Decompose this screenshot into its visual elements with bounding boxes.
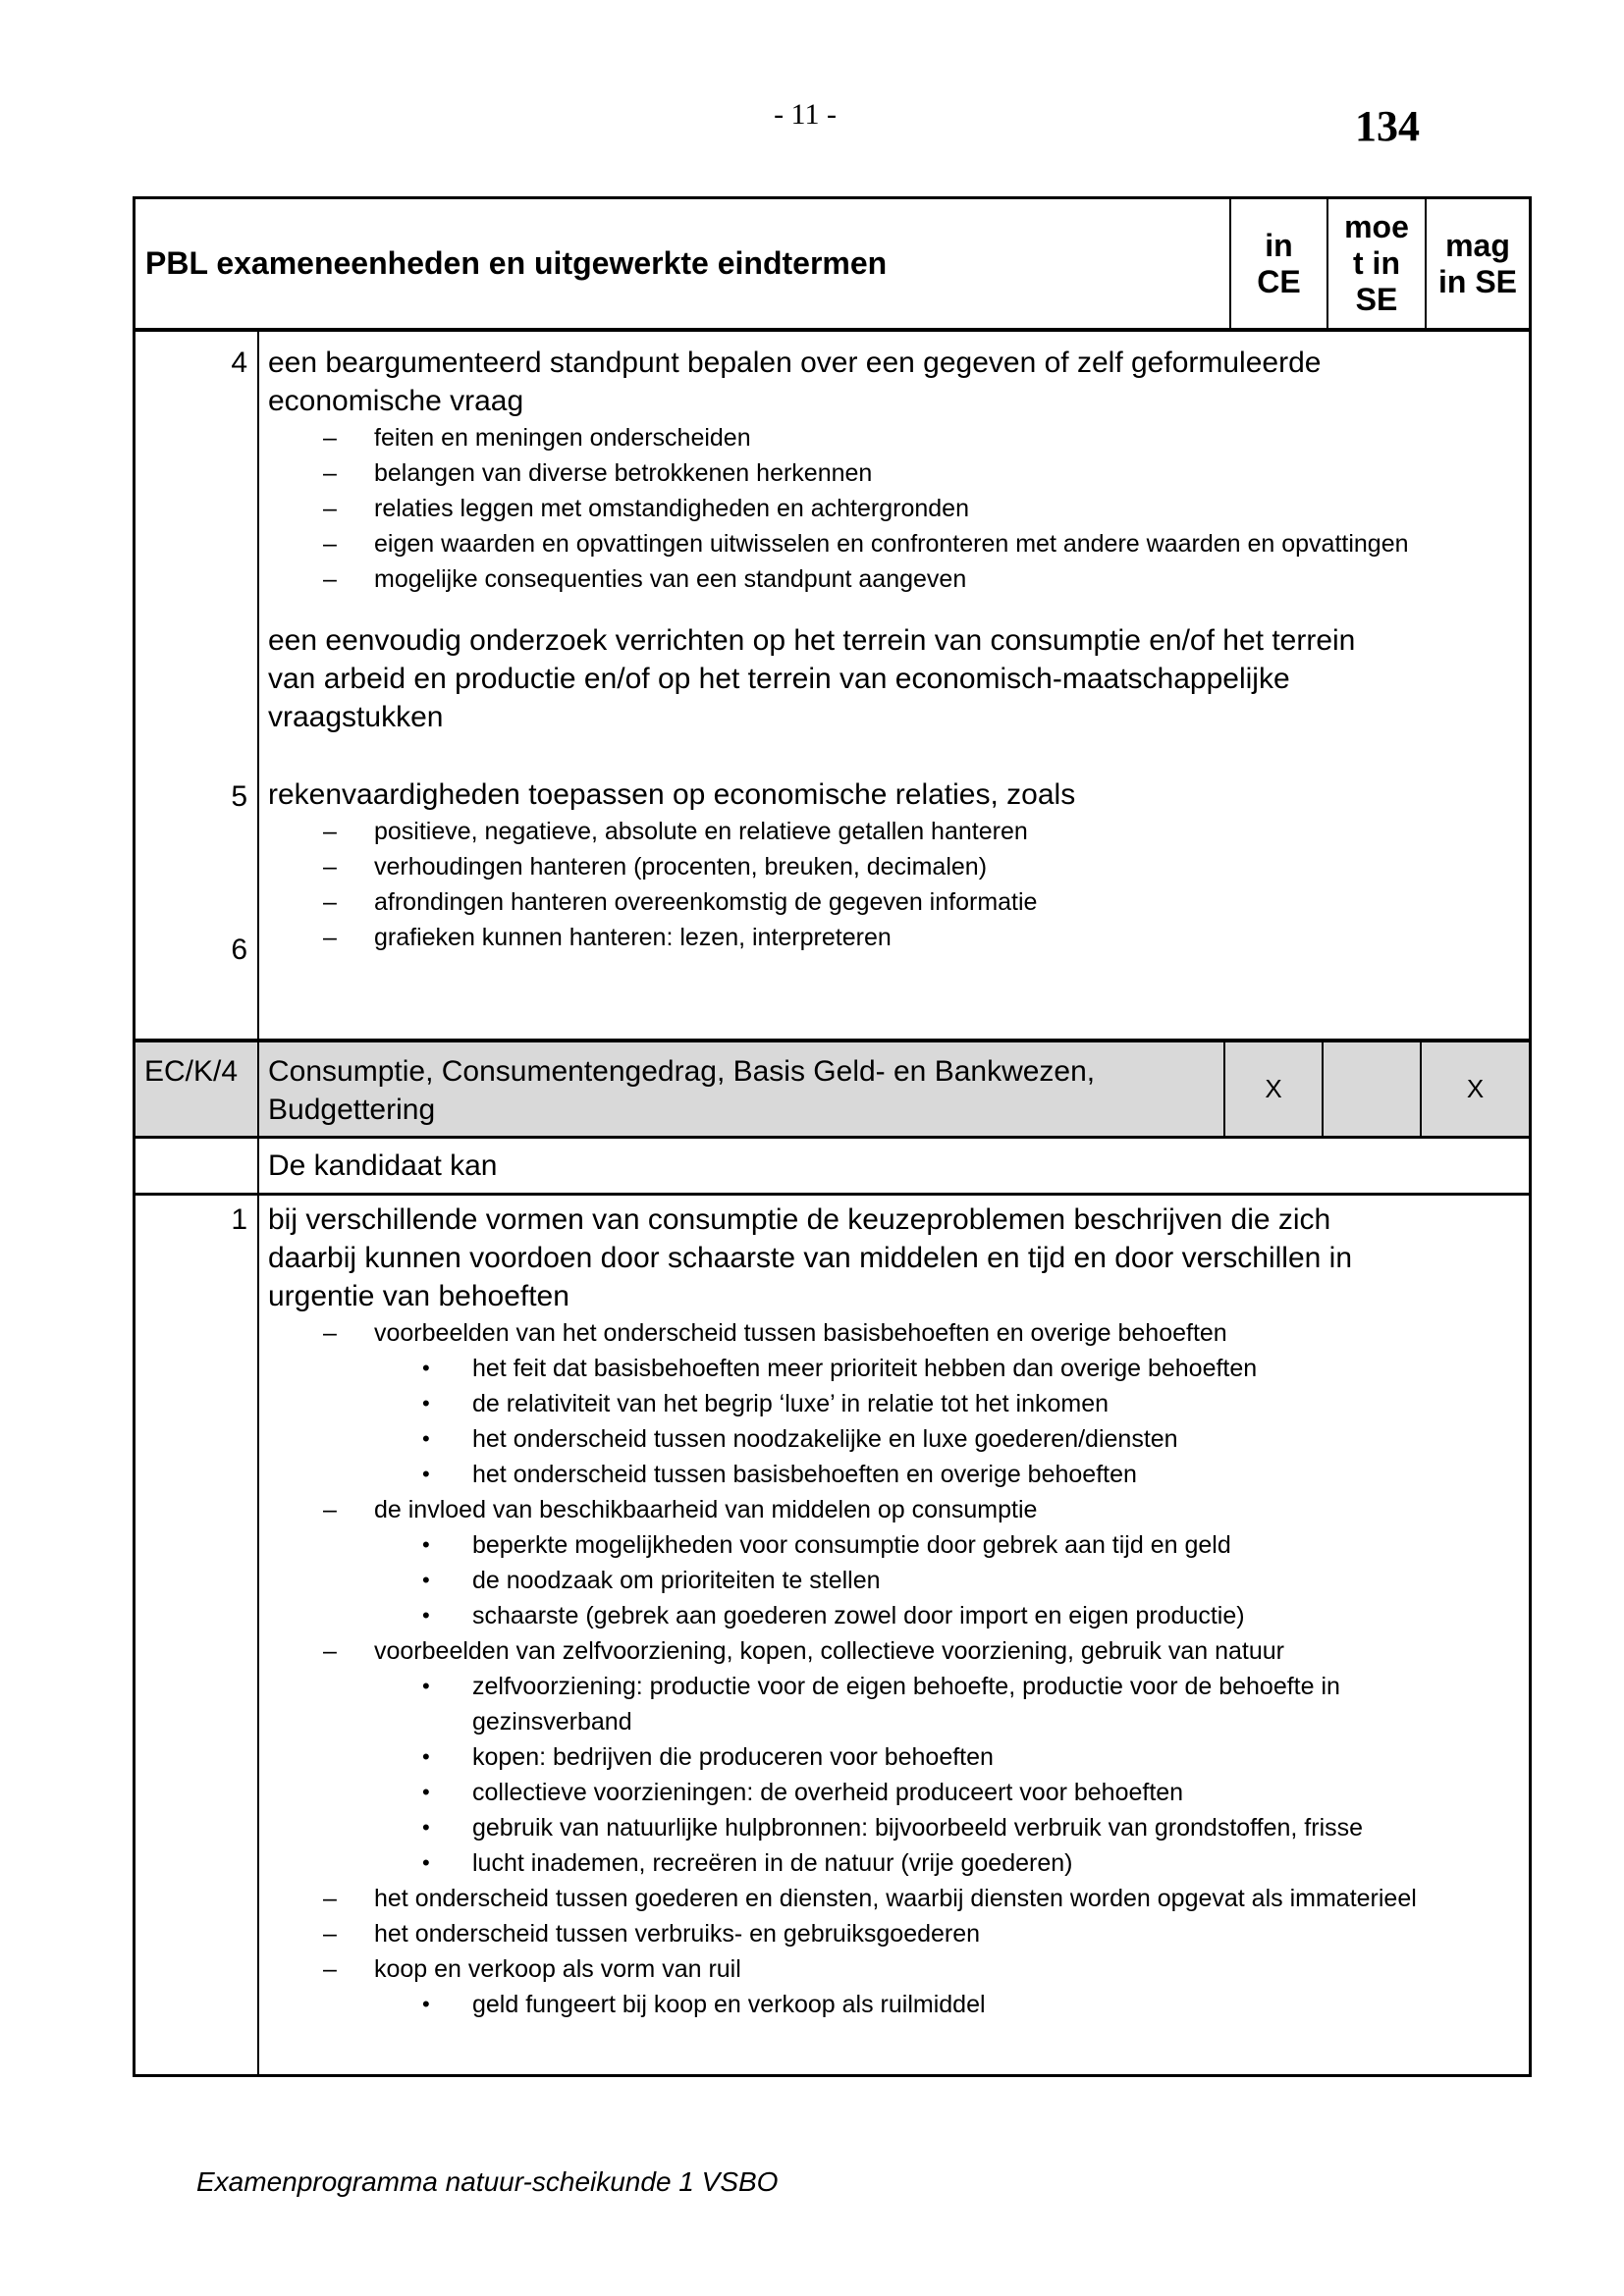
section-mag-in-se: X [1466,1074,1485,1103]
sub-item [268,1633,1521,1669]
bullet-text: lucht inademen, recreëren in de natuur (vrije goederen) [472,1849,1073,1877]
bullet-text: beperkte mogelijkheden voor consumptie door gebrek aan tijd en geld [472,1531,1231,1559]
bullet-icon: • [422,1391,430,1415]
sub-item-text: eigen waarden en opvattingen uitwisselen en confronteren met andere waarden en opvattingen [374,530,1409,558]
col-header-in-ce [1231,199,1328,328]
section-moet-in-se [1324,1042,1422,1136]
item-text-line: van arbeid en productie en/of op het terrein van economisch-maatschappelijke [268,663,1290,695]
content-column [259,332,1529,1039]
item-text-line: bij verschillende vormen van consumptie de keuzeproblemen beschrijven die zich [268,1203,1331,1236]
dash-icon: – [323,495,337,522]
bullet-icon: • [422,1744,430,1769]
sub-item-text: verhoudingen hanteren (procenten, breuken, decimalen) [374,853,988,881]
bullet-item [268,1810,1521,1845]
item-text-line: een eenvoudig onderzoek verrichten op het terrein van consumptie en/of het terrein [268,624,1356,657]
intro-row [135,1139,1529,1196]
bullet-item [268,1457,1521,1492]
bullet-icon: • [422,1356,430,1380]
col-header-line: t in [1353,245,1400,281]
sub-item-text: afrondingen hanteren overeenkomstig de gegeven informatie [374,888,1038,916]
table-title: PBL exameneenheden en uitgewerkte eindtermen [135,199,1231,328]
bullet-text: kopen: bedrijven die produceren voor behoeften [472,1743,994,1771]
sub-item [268,920,1521,955]
sub-item-text: grafieken kunnen hanteren: lezen, interpreteren [374,924,892,951]
sub-item-text: het onderscheid tussen goederen en diensten, waarbij diensten worden opgevat als immaterieel [374,1885,1417,1912]
sub-item [268,526,1521,561]
bullet-item [268,1669,1521,1739]
bullet-text: gebruik van natuurlijke hulpbronnen: bijvoorbeeld verbruik van grondstoffen, frisse [472,1814,1364,1842]
item-text-line: een beargumenteerd standpunt bepalen over een gegeven of zelf geformuleerde [268,347,1322,379]
sub-item [268,1492,1521,1527]
col-header-line: CE [1257,263,1301,299]
bullet-item [268,1598,1521,1633]
eindterm-item-4 [268,344,1521,597]
sub-item [268,491,1521,526]
sub-item-text: de invloed van beschikbaarheid van middelen op consumptie [374,1496,1038,1523]
sub-item [268,420,1521,455]
bullet-item [268,1386,1521,1421]
table-header-row [135,199,1529,332]
sub-item [268,814,1521,849]
item-number: 5 [231,780,247,813]
bullet-item [268,1351,1521,1386]
item-text-line: rekenvaardigheden toepassen op economische relaties, zoals [268,778,1076,811]
dash-icon: – [323,888,337,916]
bullet-text: het onderscheid tussen basisbehoeften en overige behoeften [472,1461,1137,1488]
col-header-moet-in-se [1328,199,1427,328]
bullet-text: zelfvoorziening: productie voor de eigen behoefte, productie voor de behoefte in gezinsverband [472,1673,1340,1735]
dash-icon: – [323,424,337,452]
dash-icon: – [323,459,337,487]
bullet-item [268,1563,1521,1598]
bullet-item [268,1527,1521,1563]
bullet-text: het feit dat basisbehoeften meer prioriteit hebben dan overige behoeften [472,1355,1258,1382]
dash-icon: – [323,853,337,881]
item-text-line: economische vraag [268,385,524,417]
sub-item-text: koop en verkoop als vorm van ruil [374,1955,741,1983]
sub-item-text: voorbeelden van zelfvoorziening, kopen, collectieve voorziening, gebruik van natuur [374,1637,1284,1665]
col-header-mag-in-se [1427,199,1529,328]
sub-item-text: belangen van diverse betrokkenen herkennen [374,459,873,487]
bullet-icon: • [422,1992,430,2016]
section-code: EC/K/4 [135,1042,259,1136]
col-header-line: moe [1344,209,1409,244]
bullet-item [268,1987,1521,2022]
dash-icon: – [323,1496,337,1523]
bullet-icon: • [422,1815,430,1840]
bullet-item [268,1421,1521,1457]
bullet-icon: • [422,1532,430,1557]
dash-icon: – [323,1319,337,1347]
dash-icon: – [323,1885,337,1912]
bullet-icon: • [422,1568,430,1592]
bullet-text: de noodzaak om prioriteiten te stellen [472,1567,881,1594]
bullet-item [268,1845,1521,1881]
bullet-icon: • [422,1426,430,1451]
section-title [259,1042,1225,1136]
bullet-item [268,1739,1521,1775]
eindterm-item-6 [268,775,1521,955]
eindterm-block-1 [135,1196,1529,2074]
bullet-text: het onderscheid tussen noodzakelijke en luxe goederen/diensten [472,1425,1178,1453]
item-number: 4 [231,347,247,379]
bullet-text: collectieve voorzieningen: de overheid produceert voor behoeften [472,1779,1184,1806]
bullet-icon: • [422,1603,430,1628]
section-row-ec-k-4 [135,1042,1529,1139]
bullet-item [268,1775,1521,1810]
sub-item [268,1916,1521,1951]
item-text-line: vraagstukken [268,701,444,733]
col-header-line: mag [1445,227,1510,263]
number-column [135,332,259,1039]
intro-text: De kandidaat kan [268,1148,498,1182]
dash-icon: – [323,924,337,951]
dash-icon: – [323,530,337,558]
bullet-icon: • [422,1850,430,1875]
sub-item-text: mogelijke consequenties van een standpunt aangeven [374,565,967,593]
eindtermen-block-4-6 [135,332,1529,1042]
col-header-line: in SE [1437,263,1517,299]
dash-icon: – [323,1955,337,1983]
section-title-line: Consumptie, Consumentengedrag, Basis Geld- en Bankwezen, [268,1055,1096,1088]
bullet-text: schaarste (gebrek aan goederen zowel door import en eigen productie) [472,1602,1245,1629]
item-number: 6 [231,934,247,966]
sub-item [268,1951,1521,1987]
sub-item [268,849,1521,884]
bullet-icon: • [422,1462,430,1486]
eindterm-item-5 [268,621,1521,736]
sub-item [268,561,1521,597]
item-text-line: daarbij kunnen voordoen door schaarste van middelen en tijd en door verschillen in [268,1242,1353,1274]
dash-icon: – [323,565,337,593]
sub-item-text: feiten en meningen onderscheiden [374,424,751,452]
item-number: 1 [135,1196,259,2074]
col-header-line: in [1265,227,1293,263]
item-text-line: urgentie van behoeften [268,1280,569,1312]
content-column [259,1196,1529,2074]
sub-item-text: het onderscheid tussen verbruiks- en gebruiksgoederen [374,1920,981,1948]
section-title-line: Budgettering [268,1094,436,1126]
bullet-icon: • [422,1674,430,1698]
sub-item [268,455,1521,491]
sub-item-text: positieve, negatieve, absolute en relatieve getallen hanteren [374,818,1028,845]
dash-icon: – [323,1920,337,1948]
sub-item-text: voorbeelden van het onderscheid tussen basisbehoeften en overige behoeften [374,1319,1227,1347]
document-footer: Examenprogramma natuur-scheikunde 1 VSBO [196,2166,779,2197]
sub-item-text: relaties leggen met omstandigheden en achtergronden [374,495,969,522]
col-header-line: SE [1355,282,1398,317]
number-column-empty [135,1139,259,1193]
sub-item [268,1315,1521,1351]
bullet-text: geld fungeert bij koop en verkoop als ruilmiddel [472,1991,986,2018]
section-in-ce: X [1225,1042,1324,1136]
page-number: - 11 - [774,98,837,131]
exam-table [133,196,1532,2077]
sub-item [268,884,1521,920]
sub-item [268,1881,1521,1916]
dash-icon: – [323,818,337,845]
bullet-icon: • [422,1780,430,1804]
dash-icon: – [323,1637,337,1665]
bullet-text: de relativiteit van het begrip ‘luxe’ in relatie tot het inkomen [472,1390,1110,1417]
document-number: 134 [1355,102,1420,150]
